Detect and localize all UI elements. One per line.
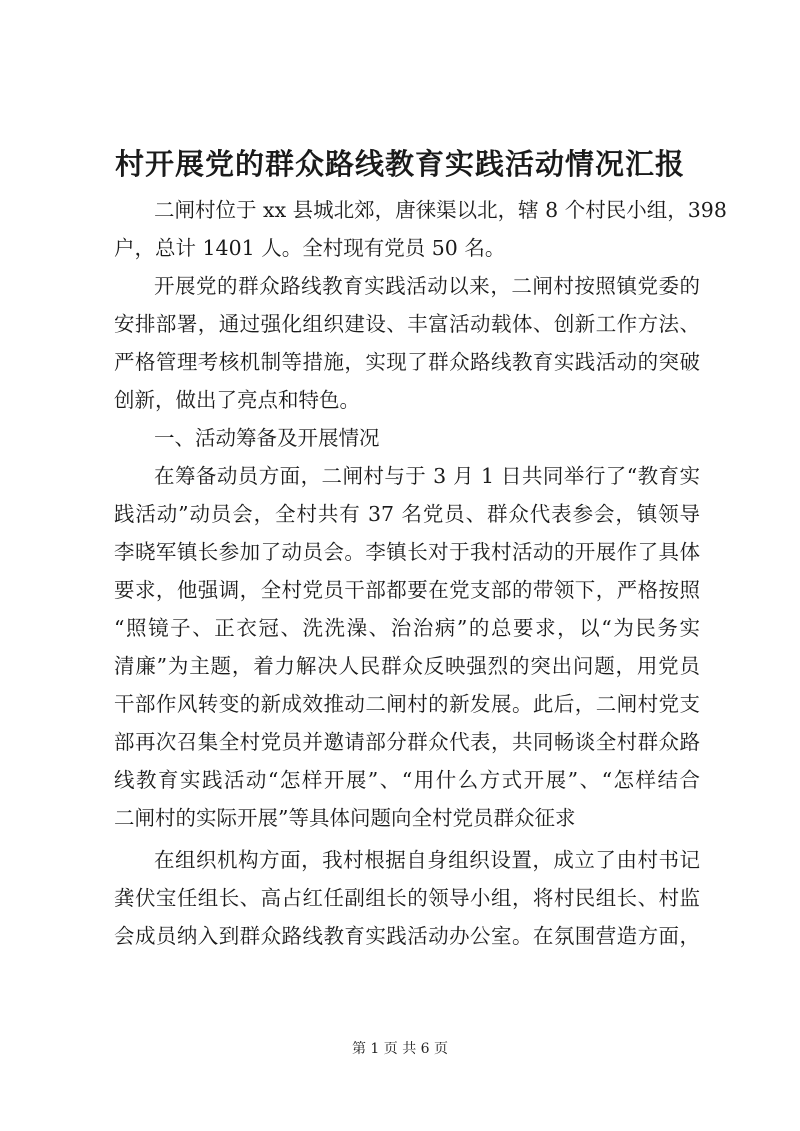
document-title: 村开展党的群众路线教育实践活动情况汇报 [114, 147, 685, 181]
paragraph-line: 创新，做出了亮点和特色。 [114, 388, 360, 412]
paragraph-line: 要求，他强调，全村党员干部都要在党支部的带领下，严格按照 [114, 578, 700, 602]
paragraph-line: 严格管理考核机制等措施，实现了群众路线教育实践活动的突破 [114, 350, 700, 374]
paragraph-line: 干部作风转变的新成效推动二闸村的新发展。此后，二闸村党支 [114, 692, 700, 716]
paragraph-line: 会成员纳入到群众路线教育实践活动办公室。在氛围营造方面， [114, 924, 700, 948]
paragraph-line: 开展党的群众路线教育实践活动以来，二闸村按照镇党委的 [154, 274, 700, 298]
paragraph-line: 二闸村的实际开展”等具体问题向全村党员群众征求 [114, 806, 576, 830]
paragraph-line: 李晓军镇长参加了动员会。李镇长对于我村活动的开展作了具体 [114, 540, 700, 564]
paragraph-line: 部再次召集全村党员并邀请部分群众代表，共同畅谈全村群众路 [114, 730, 700, 754]
section-heading: 一、活动筹备及开展情况 [154, 426, 380, 450]
paragraph-line: 二闸村位于 xx 县城北郊，唐徕渠以北，辖 8 个村民小组，398 [154, 198, 727, 222]
paragraph-line: “照镜子、正衣冠、洗洗澡、治治病”的总要求，以“为民务实 [114, 616, 700, 640]
paragraph-line: 在筹备动员方面，二闸村与于 3 月 1 日共同举行了“教育实 [154, 464, 700, 488]
paragraph-line: 践活动”动员会，全村共有 37 名党员、群众代表参会，镇领导 [114, 502, 700, 526]
paragraph-line: 安排部署，通过强化组织建设、丰富活动载体、创新工作方法、 [114, 312, 700, 336]
paragraph-line: 清廉”为主题，着力解决人民群众反映强烈的突出问题，用党员 [114, 654, 700, 678]
paragraph-line: 线教育实践活动“怎样开展”、“用什么方式开展”、“怎样结合 [114, 768, 700, 792]
paragraph-line: 在组织机构方面，我村根据自身组织设置，成立了由村书记 [154, 848, 700, 872]
paragraph-line: 户，总计 1401 人。全村现有党员 50 名。 [114, 236, 506, 260]
page-footer: 第 1 页 共 6 页 [351, 1041, 449, 1057]
paragraph-line: 龚伏宝任组长、高占红任副组长的领导小组，将村民组长、村监 [114, 886, 700, 910]
